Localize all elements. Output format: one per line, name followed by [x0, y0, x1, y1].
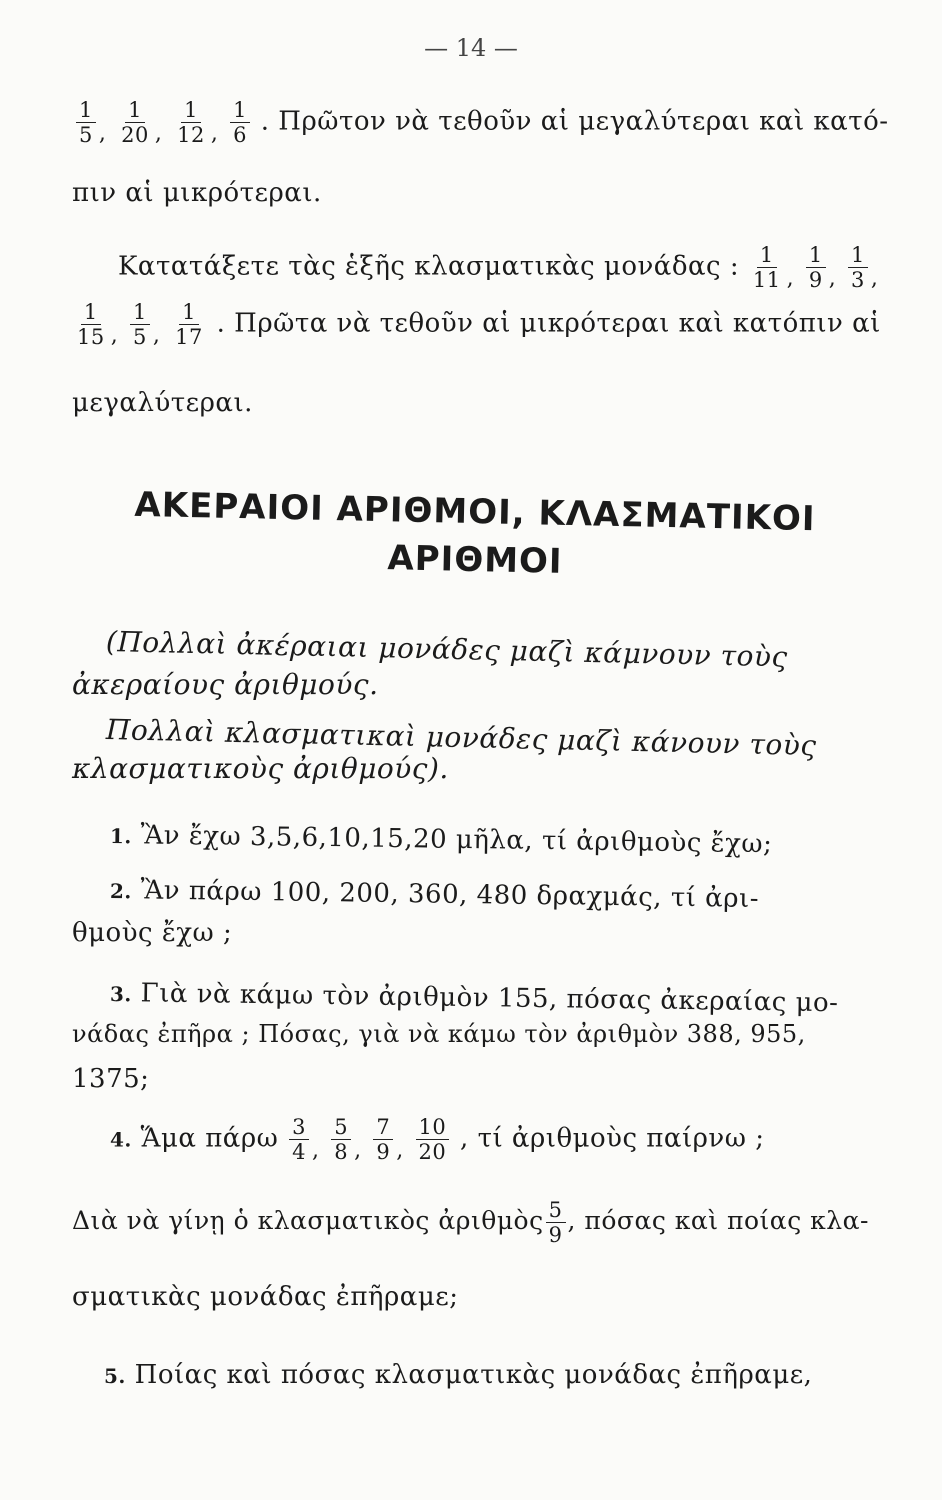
fraction: $\frac{7}{9}$: [373, 1115, 393, 1164]
fraction: $\frac{5}{8}$: [331, 1115, 351, 1164]
exercise-2-line-2: θμοὺς ἔχω ;: [72, 918, 233, 948]
fraction: $\frac{1}{6}$: [230, 98, 250, 147]
intro-line-1-text: . Πρῶτον νὰ τεθοῦν αἱ μεγαλύτεραι καὶ κατό-: [260, 106, 889, 137]
exercise-number: 5.: [104, 1364, 126, 1388]
intro-line-4: $\frac{1}{15}$ $_,$ $\frac{1}{5}$ $_,$ $\frac{1}{17}$ . Πρῶτα νὰ τεθοῦν αἱ μικρότεραι καὶ κατόπιν αἱ: [72, 300, 881, 349]
fraction: $\frac{1}{9}$: [806, 243, 826, 292]
fraction: $\frac{1}{11}$: [752, 243, 781, 292]
exercise-3-line-3: 1375;: [72, 1064, 150, 1094]
fraction: $\frac{5}{9}$: [546, 1198, 566, 1247]
exercise-number: 3.: [109, 982, 133, 1007]
fraction: $\frac{10}{20}$: [416, 1115, 450, 1164]
exercise-4-line-2: Διὰ νὰ γίνῃ ὁ κλασματικὸς ἀριθμὸς $\frac{5}{9}$ , πόσας καὶ ποίας κλα-: [72, 1198, 869, 1247]
exercise-number: 4.: [110, 1127, 132, 1152]
exercise-5: 5. Ποίας καὶ πόσας κλασματικὰς μονάδας ἐπῆραμε,: [104, 1360, 813, 1390]
fraction: $\frac{1}{17}$: [175, 300, 203, 349]
exercise-number: 1.: [109, 824, 133, 849]
definition-line-1: (Πολλαὶ ἀκέραιαι μονάδες μαζὶ κάμνουν τοὺς: [105, 625, 789, 674]
intro-line-1: $\frac{1}{5}$ $_,$ $\frac{1}{20}$ $_,$ $\frac{1}{12}$ $_,$ $\frac{1}{6}$ . Πρῶτον νὰ τεθοῦν αἱ μεγαλύτεραι καὶ κατό-: [74, 98, 889, 147]
definition-line-2: ἀκεραίους ἀριθμούς.: [72, 668, 379, 701]
fraction: $\frac{3}{4}$: [289, 1115, 309, 1164]
exercise-3-line-2: νάδας ἐπῆρα ; Πόσας, γιὰ νὰ κάμω τὸν ἀριθμὸν 388, 955,: [72, 1020, 806, 1048]
exercise-4-line-3: σματικὰς μονάδας ἐπῆραμε;: [72, 1282, 459, 1312]
exercise-3-line-1: 3. Γιὰ νὰ κάμω τὸν ἀριθμὸν 155, πόσας ἀκεραίας μο-: [109, 978, 839, 1019]
fraction: $\frac{1}{5}$: [76, 98, 96, 147]
section-heading-line-2: ΑΡΙΘΜΟΙ: [387, 538, 563, 582]
intro-line-4-text: . Πρῶτα νὰ τεθοῦν αἱ μικρότεραι καὶ κατόπιν αἱ: [216, 308, 881, 339]
exercise-number: 2.: [109, 879, 133, 904]
intro-line-3: Κατατάξετε τὰς ἑξῆς κλασματικὰς μονάδας : $\frac{1}{11}$ $_,$ $\frac{1}{9}$ $_,$ $\frac{1}{3}$ $_,$: [118, 243, 879, 292]
exercise-2-line-1: 2. Ἂν πάρω 100, 200, 360, 480 δραχμάς, τί ἀρι-: [109, 875, 760, 915]
definition-line-4: κλασματικοὺς ἀριθμούς).: [72, 752, 449, 785]
exercise-4-line-1: 4. Ἅμα πάρω $\frac{3}{4}$ $_,$ $\frac{5}{8}$ $_,$ $\frac{7}{9}$ $_,$ $\frac{10}{20}$ , τί ἀριθμοὺς παίρνω ;: [110, 1115, 765, 1164]
page-number: — 14 —: [424, 34, 518, 62]
fraction: $\frac{1}{3}$: [848, 243, 868, 292]
definition-line-3: Πολλαὶ κλασματικαὶ μονάδες μαζὶ κάνουν τοὺς: [105, 713, 817, 763]
intro-line-5: μεγαλύτεραι.: [72, 388, 253, 418]
fraction: $\frac{1}{5}$: [130, 300, 150, 349]
fraction: $\frac{1}{20}$: [121, 98, 149, 147]
exercise-1: 1. Ἂν ἔχω 3,5,6,10,15,20 μῆλα, τί ἀριθμοὺς ἔχω;: [109, 820, 773, 860]
fraction: $\frac{1}{12}$: [177, 98, 205, 147]
intro-line-2: πιν αἱ μικρότεραι.: [72, 178, 322, 208]
fraction: $\frac{1}{15}$: [77, 300, 105, 349]
section-heading-line-1: ΑΚΕΡΑΙΟΙ ΑΡΙΘΜΟΙ, ΚΛΑΣΜΑΤΙΚΟΙ: [134, 484, 816, 540]
